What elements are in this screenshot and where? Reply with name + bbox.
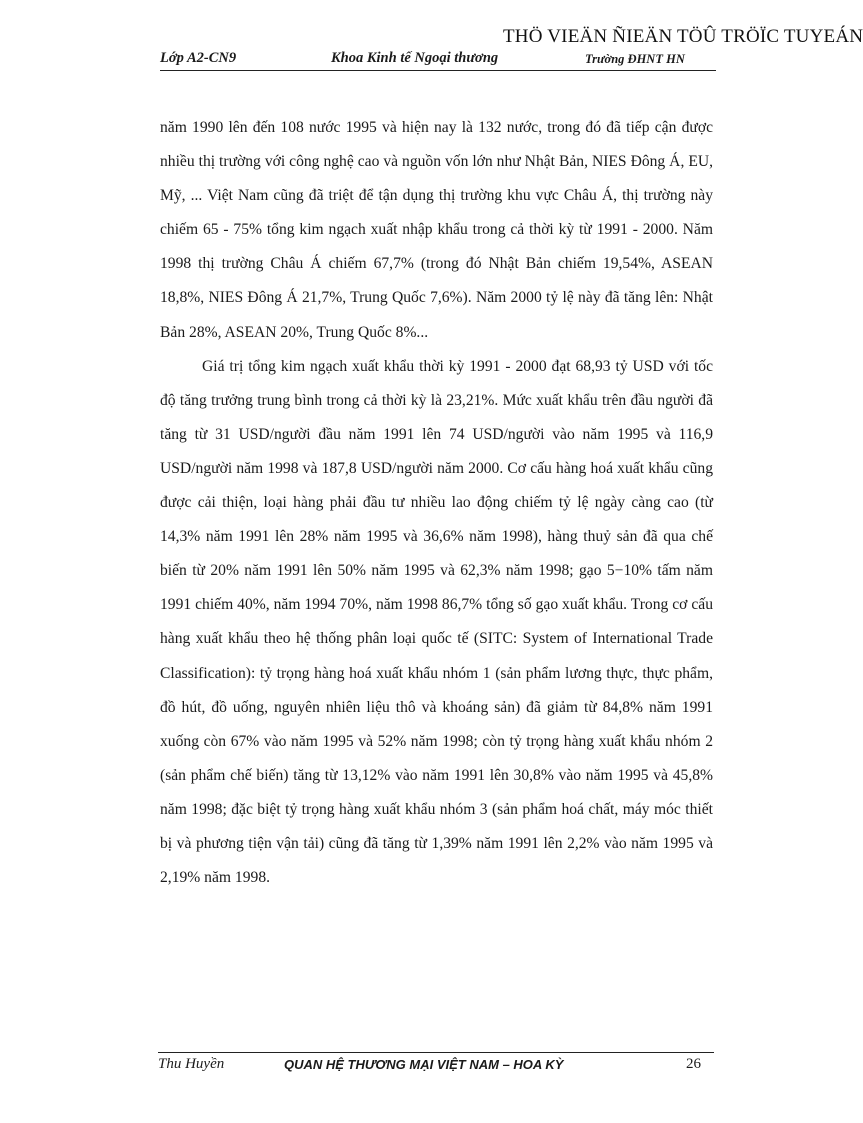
page-header — [160, 26, 863, 70]
header-divider — [160, 70, 716, 71]
library-watermark: THÖ VIEÄN ÑIEÄN TÖÛ TRÖÏC TUYEÁN — [503, 26, 863, 47]
footer-author: Thu Huyền — [158, 1056, 225, 1072]
body-paragraph-continued: năm 1990 lên đến 108 nước 1995 và hiện nay là 132 nước, trong đó đã tiếp cận được nhiều thị trường với công nghệ cao và nguồn vốn lớn như Nhật Bản, NIES Đông Á, EU, Mỹ, ... Việt Nam cũng đã triệt để tận dụng thị trường khu vực Châu Á, thị trường này chiếm 65 - 75% tổng kim ngạch xuất nhập khẩu trong cả thời kỳ từ 1991 - 2000. Năm 1998 thị trường Châu Á chiếm 67,7% (trong đó Nhật Bản chiếm 19,54%, ASEAN 18,8%, NIES Đông Á 21,7%, Trung Quốc 7,6%). Năm 2000 tỷ lệ này đã tăng lên: Nhật Bản 28%, ASEAN 20%, Trung Quốc 8%... — [160, 119, 713, 341]
header-faculty-label: Khoa Kinh tế Ngoại thương — [331, 50, 499, 66]
body-paragraph-export-value: Giá trị tổng kim ngạch xuất khẩu thời kỳ 1991 - 2000 đạt 68,93 tỷ USD với tốc độ tăng trưởng trung bình trong cả thời kỳ là 23,21%. Mức xuất khẩu trên đầu người đã tăng từ 31 USD/người đầu năm 1991 lên 74 USD/người vào năm 1995 và 116,9 USD/người năm 1998 và 187,8 USD/người năm 2000. Cơ cấu hàng hoá xuất khẩu cũng được cải thiện, loại hàng phải đầu tư nhiều lao động chiếm tỷ lệ ngày càng cao (từ 14,3% năm 1991 lên 28% năm 1995 và 36,6% năm 1998), hàng thuỷ sản đã qua chế biến từ 20% năm 1991 lên 50% năm 1995 và 62,3% năm 1998; gạo 5−10% tấm năm 1991 chiếm 40%, năm 1994 70%, năm 1998 86,7% tổng số gạo xuất khẩu. Trong cơ cấu hàng xuất khẩu theo hệ thống phân loại quốc tế (SITC: System of International Trade Classification): tỷ trọng hàng hoá xuất khẩu nhóm 1 (sản phẩm lương thực, thực phẩm, đồ hút, đồ uống, nguyên nhiên liệu thô và khoáng sản) đã giảm từ 84,8% năm 1991 xuống còn 67% vào năm 1995 và 52% năm 1998; còn tỷ trọng hàng xuất khẩu nhóm 2 (sản phẩm chế biến) tăng từ 13,12% vào năm 1991 lên 30,8% vào năm 1995 và 45,8% năm 1998; đặc biệt tỷ trọng hàng xuất khẩu nhóm 3 (sản phẩm hoá chất, máy móc thiết bị và phương tiện vận tải) cũng đã tăng từ 1,39% năm 1991 lên 2,2% vào năm 1995 và 2,19% năm 1998. — [160, 357, 713, 887]
header-university-label: Trường ĐHNT HN — [585, 52, 685, 66]
footer-divider — [158, 1052, 714, 1053]
header-class-label: Lớp A2-CN9 — [160, 50, 237, 66]
page-body — [160, 111, 713, 895]
page-footer — [158, 1052, 714, 1082]
page-number: 26 — [686, 1056, 701, 1072]
footer-document-title: QUAN HỆ THƯƠNG MẠI VIỆT NAM – HOA KỲ — [284, 1057, 564, 1072]
